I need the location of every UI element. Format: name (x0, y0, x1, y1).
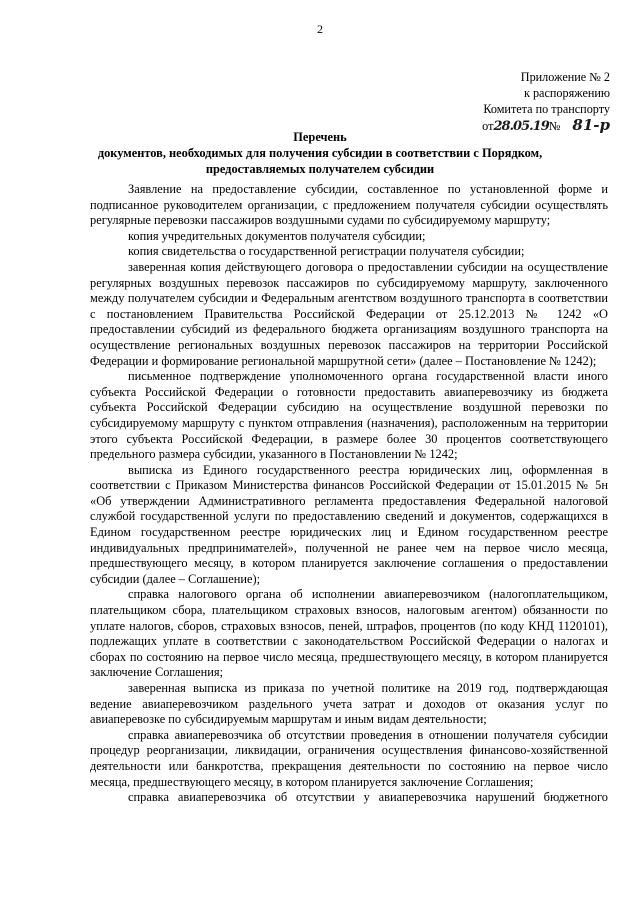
list-item: выписка из Единого государственного реестра юридических лиц, оформленная в соответствии с Приказом Министерства финансов Российской Федерации от 15.01.2015 № 5н «Об утверждении Административного регламента предоставления Федеральной налоговой службой государственной услуги по предоставлению сведений и документов, содержащихся в Едином государственном реестре юридических лиц и Едином государственном реестре индивидуальных предпринимателей», полученной не ранее чем на первое число месяца, предшествующего месяцу, в котором планируется заключение соглашения о предоставлении субсидии (далее – Соглашение); (90, 462, 608, 586)
appendix-line-1: Приложение № 2 (520, 70, 610, 84)
list-item: справка авиаперевозчика об отсутствии у авиаперевозчика нарушений бюджетного (128, 790, 608, 805)
list-item: справка налогового органа об исполнении авиаперевозчиком (налогоплательщиком, плательщиком сбора, плательщиком страховых взносов, налоговым агентом) обязанности по уплате налогов, сборов, страховых взносов, пеней, штрафов, процентов (по коду КНД 1120101), подлежащих уплате в соответствии с законодательством Российской Федерации о налогах и сборах по состоянию на первое число месяца, предшествующего месяцу, в котором планируется заключение Соглашения; (90, 587, 608, 680)
list-item: заверенная копия действующего договора о предоставлении субсидии на осуществление регулярных воздушных перевозок пассажиров по субсидируемому маршруту, заключенного между получателем субсидии и Федеральным агентством воздушного транспорта в соответствии с постановлением Правительства Российской Федерации от 25.12.2013 № 1242 «О предоставлении субсидий из федерального бюджета организациям воздушного транспорта на осуществление региональных воздушных перевозок пассажиров на территории Российской Федерации и формирование региональной маршрутной сети» (далее – Постановление № 1242); (90, 259, 608, 368)
page-number: 2 (317, 22, 323, 36)
appendix-line-2: к распоряжению (523, 86, 610, 100)
list-item: письменное подтверждение уполномоченного органа государственной власти иного субъекта Российской Федерации о готовности предоставить авиаперевозчику из бюджета субъекта Российской Федерации субсидию на осуществление воздушной перевозки по субсидируемому маршруту с пунктом отправления (назначения), расположенным на территории этого субъекта Российской Федерации, в размере более 30 процентов соответствующего предельного размера субсидии, указанного в Постановлении № 1242; (90, 369, 608, 462)
list-item: заверенная выписка из приказа по учетной политике на 2019 год, подтверждающая ведение авиаперевозчиком раздельного учета затрат и доходов от оказания услуг по авиаперевозке по субсидируемым маршрутам и иным видам деятельности; (90, 681, 608, 727)
title-line-3: предоставляемых получателем субсидии (205, 162, 435, 176)
appendix-block (482, 69, 610, 135)
document-title (0, 129, 640, 177)
document-list (90, 182, 608, 806)
title-line-1: Перечень (293, 130, 347, 144)
list-item: справка авиаперевозчика об отсутствии проведения в отношении получателя субсидии процедур реорганизации, ликвидации, ограничения осуществления финансово-хозяйственной деятельности или банкротства, прекращения деятельности по состоянию на первое число месяца, предшествующего месяцу, в котором планируется заключение Соглашения; (90, 727, 608, 789)
list-item: копия свидетельства о государственной регистрации получателя субсидии; (128, 244, 525, 259)
date-prefix: от (482, 119, 494, 133)
list-item: копия учредительных документов получателя субсидии; (128, 228, 426, 243)
appendix-line-3: Комитета по транспорту (483, 102, 610, 116)
handwritten-date: 28.05.19 (493, 119, 549, 134)
number-label: № (548, 119, 561, 133)
handwritten-number: 81-р (572, 116, 610, 134)
title-line-2: документов, необходимых для получения субсидии в соответствии с Порядком, (97, 146, 543, 160)
list-item: Заявление на предоставление субсидии, составленное по установленной форме и подписанное руководителем организации, с предложением получателя субсидии осуществлять регулярные перевозки пассажиров воздушными судами по субсидируемому маршруту; (90, 182, 608, 228)
